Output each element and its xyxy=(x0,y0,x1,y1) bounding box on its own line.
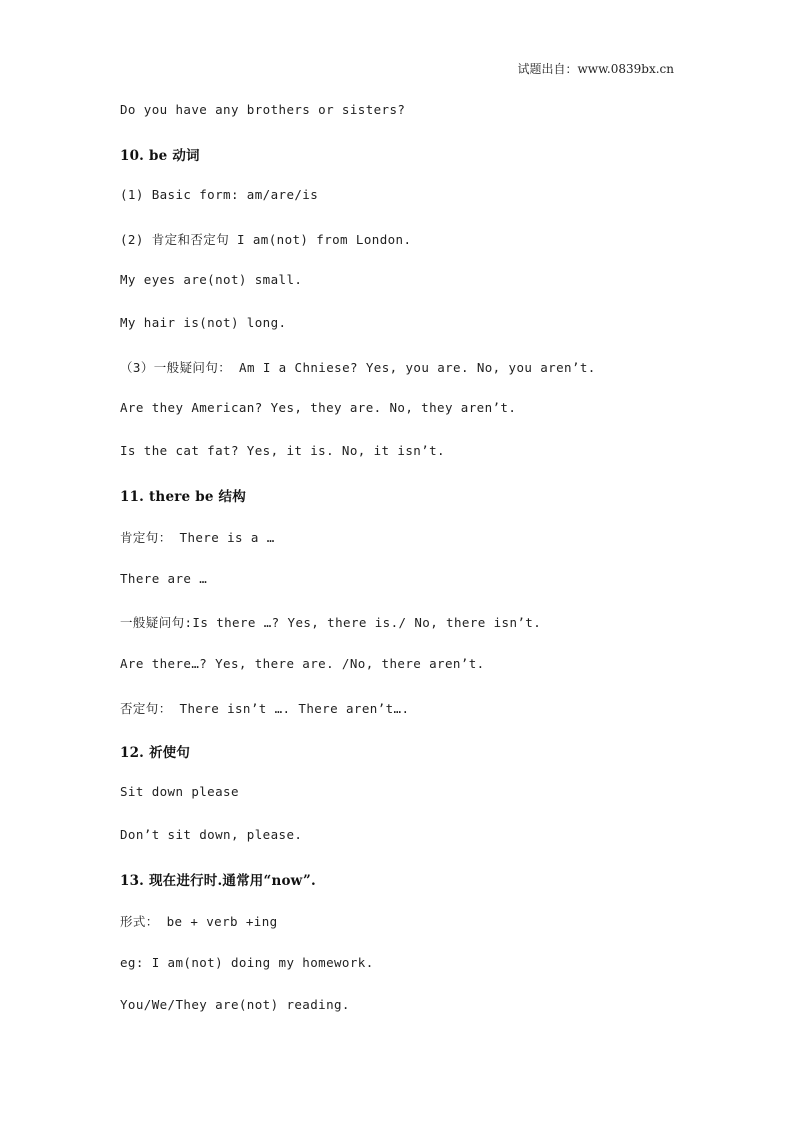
section-12-line: Don’t sit down, please. xyxy=(120,827,303,842)
section-11-line: There are … xyxy=(120,571,208,586)
section-13-line: eg: I am(not) doing my homework. xyxy=(120,955,374,970)
section-10-line: My eyes are(not) small. xyxy=(120,272,303,287)
section-11-heading: 11. there be 结构 xyxy=(120,489,246,505)
section-11-line: 否定句： There isn’t …. There aren’t…. xyxy=(120,701,410,716)
section-13-line: 形式： be + verb +ing xyxy=(120,914,278,929)
section-10-line: My hair is(not) long. xyxy=(120,315,287,330)
section-10-line: （3）一般疑问句： Am I a Chniese? Yes, you are. No, you aren’t. xyxy=(120,360,596,375)
section-12-heading: 12. 祈使句 xyxy=(120,745,191,761)
section-13-line: You/We/They are(not) reading. xyxy=(120,997,350,1012)
section-10-line: Is the cat fat? Yes, it is. No, it isn’t. xyxy=(120,443,445,458)
source-attribution: 试题出自：www.0839bx.cn xyxy=(517,62,674,76)
section-10-line: (2) 肯定和否定句 I am(not) from London. xyxy=(120,232,412,247)
section-11-line: 肯定句： There is a … xyxy=(120,530,275,545)
intro-line: Do you have any brothers or sisters? xyxy=(120,102,406,117)
section-11-line: 一般疑问句:Is there …? Yes, there is./ No, there isn’t. xyxy=(120,615,542,630)
section-10-line: Are they American? Yes, they are. No, they aren’t. xyxy=(120,400,517,415)
section-10-heading: 10. be 动词 xyxy=(120,148,200,164)
section-10-line: (1) Basic form: am/are/is xyxy=(120,187,319,202)
section-13-heading: 13. 现在进行时.通常用“now”. xyxy=(120,873,316,889)
section-11-line: Are there…? Yes, there are. /No, there aren’t. xyxy=(120,656,485,671)
section-12-line: Sit down please xyxy=(120,784,239,799)
